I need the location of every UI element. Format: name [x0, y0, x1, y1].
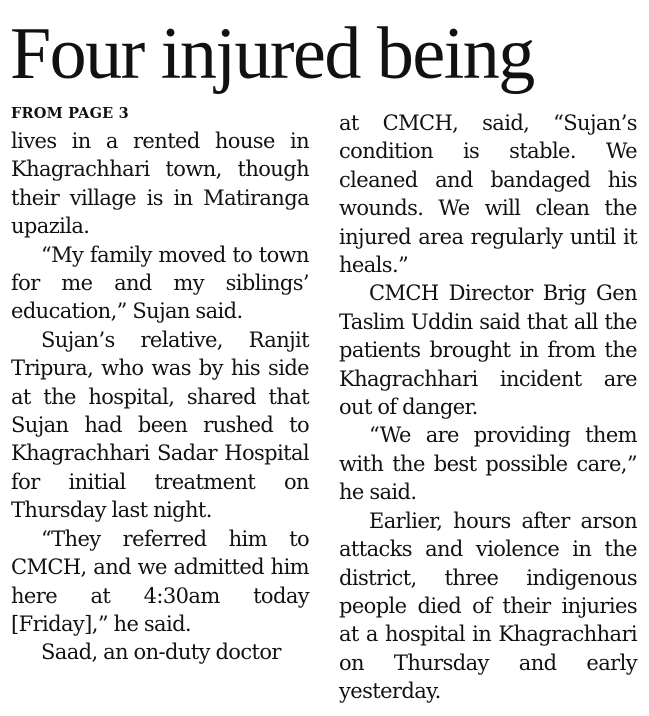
jump-label: FROM PAGE 3 [11, 105, 129, 122]
headline: Four injured being [10, 13, 534, 95]
paragraph: Earlier, hours after arson attacks and violence in the district, three indigenous people died of their injuries at a hospital in Khagrachhari on Thursday and early yesterday. [339, 508, 637, 704]
article-column-left [11, 104, 309, 667]
paragraph: “They referred him to CMCH, and we admitted him here at 4:30am today [Friday],” he said. [11, 526, 309, 636]
paragraph: “My family moved to town for me and my siblings’ education,” Sujan said. [11, 242, 309, 324]
article-column-right [339, 109, 637, 706]
paragraph: at CMCH, said, “Sujan’s condition is stable. We cleaned and bandaged his wounds. We will clean the injured area regularly until it heals.” [339, 111, 637, 278]
paragraph: CMCH Director Brig Gen Taslim Uddin said that all the patients brought in from the Khagrachhari incident are out of danger. [339, 281, 637, 420]
paragraph: lives in a rented house in Khagrachhari town, though their village is in Matiranga upazila. [11, 129, 309, 239]
paragraph: Saad, an on-duty doctor [41, 640, 281, 665]
paragraph: Sujan’s relative, Ranjit Tripura, who was by his side at the hospital, shared that Sujan had been rushed to Khagrachhari Sadar Hospital for initial treatment on Thursday last night. [11, 327, 309, 523]
paragraph: “We are providing them with the best possible care,” he said. [339, 423, 637, 505]
